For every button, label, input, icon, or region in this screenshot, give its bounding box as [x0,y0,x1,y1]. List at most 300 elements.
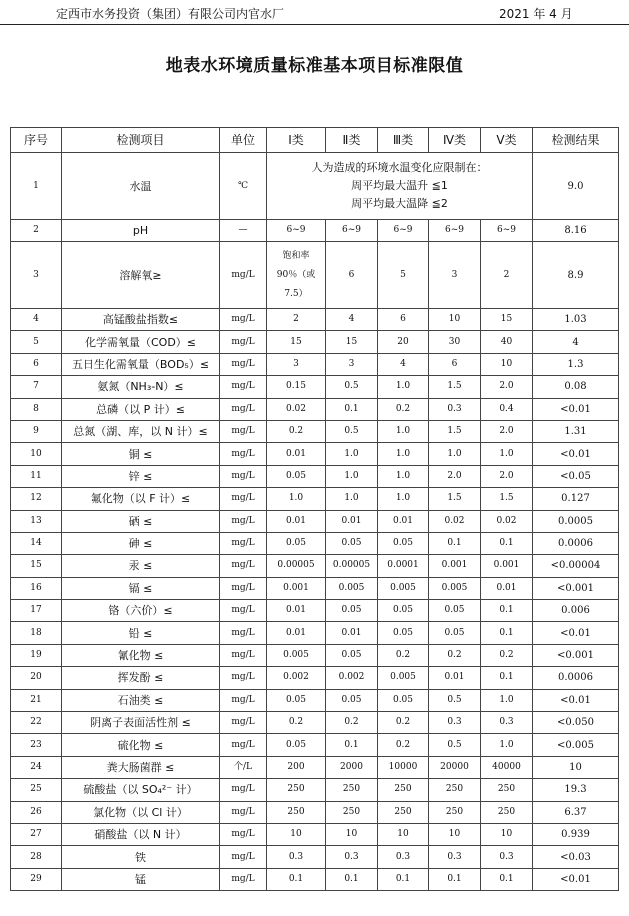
table-row [11,443,619,465]
test-item: 阴离子表面活性剂 ≤ [62,712,220,734]
test-result: <0.001 [533,577,619,599]
class-iii-limit: 0.05 [378,689,429,711]
row-number: 21 [11,689,62,711]
class-ii-limit: 0.01 [326,510,378,532]
row-number: 4 [11,309,62,331]
class-v-limit: 2 [481,242,533,309]
row-number: 14 [11,532,62,554]
class-iv-limit: 1.5 [429,376,481,398]
test-result: 10 [533,756,619,778]
test-item: 氰化物 ≤ [62,644,220,666]
table-row [11,510,619,532]
class-i-limit: 0.05 [267,532,326,554]
unit: mg/L [220,465,267,487]
class-ii-limit: 250 [326,801,378,823]
class-iv-limit: 30 [429,331,481,353]
class-iv-limit: 0.2 [429,644,481,666]
class-iii-limit: 250 [378,801,429,823]
class-ii-limit: 0.05 [326,644,378,666]
test-result: <0.00004 [533,555,619,577]
class-ii-limit: 0.05 [326,689,378,711]
unit: mg/L [220,353,267,375]
unit: mg/L [220,801,267,823]
test-item: 铬（六价）≤ [62,600,220,622]
class-v-limit: 0.1 [481,868,533,890]
class-v-limit: 40000 [481,756,533,778]
test-item: 硝酸盐（以 N 计） [62,823,220,845]
class-iii-limit: 1.0 [378,420,429,442]
unit: mg/L [220,577,267,599]
class-iii-limit: 6~9 [378,220,429,242]
test-item: 总氮（湖、库，以 N 计）≤ [62,420,220,442]
row-number: 2 [11,220,62,242]
class-iv-limit: 6 [429,353,481,375]
row-number: 29 [11,868,62,890]
class-ii-limit: 0.1 [326,734,378,756]
test-result: 0.08 [533,376,619,398]
class-i-limit: 0.002 [267,667,326,689]
class-iv-limit: 1.0 [429,443,481,465]
row-number: 26 [11,801,62,823]
row-number: 7 [11,376,62,398]
class-iv-limit: 0.3 [429,398,481,420]
table-row [11,667,619,689]
class-v-limit: 2.0 [481,465,533,487]
table-row [11,801,619,823]
unit: mg/L [220,600,267,622]
company-name: 定西市水务投资（集团）有限公司内官水厂 [56,7,285,21]
row-number: 22 [11,712,62,734]
class-iii-limit: 0.1 [378,868,429,890]
class-i-limit: 0.01 [267,622,326,644]
class-iii-limit: 250 [378,779,429,801]
table-row [11,220,619,242]
class-iv-limit: 250 [429,801,481,823]
table-row [11,331,619,353]
test-item: 砷 ≤ [62,532,220,554]
class-iii-limit: 10000 [378,756,429,778]
class-v-limit: 6~9 [481,220,533,242]
class-iii-limit: 20 [378,331,429,353]
class-v-limit: 0.4 [481,398,533,420]
class-v-limit: 10 [481,823,533,845]
test-item: 铜 ≤ [62,443,220,465]
test-item: 水温 [62,153,220,220]
class-iv-limit: 0.5 [429,734,481,756]
class-v-limit: 0.02 [481,510,533,532]
row-number: 24 [11,756,62,778]
test-result: 8.9 [533,242,619,309]
row-number: 8 [11,398,62,420]
class-v-limit: 1.5 [481,488,533,510]
class-iii-limit: 0.0001 [378,555,429,577]
unit: mg/L [220,823,267,845]
class-ii-limit: 3 [326,353,378,375]
test-result: 4 [533,331,619,353]
test-item: 粪大肠菌群 ≤ [62,756,220,778]
class-i-limit: 0.005 [267,644,326,666]
row-number: 10 [11,443,62,465]
class-i-limit: 6~9 [267,220,326,242]
class-ii-limit: 1.0 [326,443,378,465]
class-iii-limit: 10 [378,823,429,845]
class-iv-limit: 250 [429,779,481,801]
class-v-limit: 0.01 [481,577,533,599]
row-number: 15 [11,555,62,577]
test-result: <0.050 [533,712,619,734]
class-i-limit: 0.01 [267,443,326,465]
unit: mg/L [220,689,267,711]
test-item: 锌 ≤ [62,465,220,487]
class-ii-limit: 6~9 [326,220,378,242]
class-v-limit: 0.3 [481,712,533,734]
test-item: 锰 [62,868,220,890]
note-line: 周平均最大温降 ≦2 [351,197,448,210]
class-iv-limit: 0.02 [429,510,481,532]
class-iv-limit: 0.05 [429,600,481,622]
class-iv-limit: 1.5 [429,488,481,510]
class-ii-limit: 0.01 [326,622,378,644]
class-i-limit: 0.2 [267,712,326,734]
class-ii-limit: 4 [326,309,378,331]
column-header: 检测项目 [62,128,220,153]
test-item: 铅 ≤ [62,622,220,644]
test-item: 汞 ≤ [62,555,220,577]
class-i-limit: 200 [267,756,326,778]
column-header: Ⅱ类 [326,128,378,153]
test-result: <0.01 [533,868,619,890]
class-i-limit: 0.001 [267,577,326,599]
unit: — [220,220,267,242]
test-result: 0.0006 [533,532,619,554]
class-iii-limit: 1.0 [378,376,429,398]
class-iii-limit: 1.0 [378,465,429,487]
class-iv-limit: 6~9 [429,220,481,242]
class-v-limit: 15 [481,309,533,331]
test-item: 氟化物（以 F 计）≤ [62,488,220,510]
table-row [11,420,619,442]
test-result: 1.3 [533,353,619,375]
unit: mg/L [220,667,267,689]
unit: mg/L [220,331,267,353]
table-row [11,622,619,644]
row-number: 18 [11,622,62,644]
class-i-limit: 0.3 [267,846,326,868]
class-iv-limit: 1.5 [429,420,481,442]
test-result: <0.05 [533,465,619,487]
table-row [11,555,619,577]
class-i-limit: 0.2 [267,420,326,442]
row-number: 9 [11,420,62,442]
test-result: 19.3 [533,779,619,801]
class-iii-limit: 0.2 [378,644,429,666]
class-ii-limit: 0.00005 [326,555,378,577]
unit: mg/L [220,443,267,465]
class-i-limit [267,242,326,309]
test-item: 高锰酸盐指数≤ [62,309,220,331]
class-iii-limit: 0.2 [378,398,429,420]
table-row [11,309,619,331]
class-iii-limit: 0.05 [378,600,429,622]
class-iv-limit: 20000 [429,756,481,778]
note-line: 周平均最大温升 ≦1 [351,179,448,192]
unit: mg/L [220,376,267,398]
class-v-limit: 2.0 [481,420,533,442]
class-iv-limit: 3 [429,242,481,309]
row-number: 25 [11,779,62,801]
row-number: 28 [11,846,62,868]
class-iii-limit: 0.05 [378,532,429,554]
table-row [11,465,619,487]
test-result: 0.0005 [533,510,619,532]
class-v-limit: 1.0 [481,689,533,711]
class-iii-limit: 0.2 [378,734,429,756]
unit: 个/L [220,756,267,778]
class-ii-limit: 0.2 [326,712,378,734]
class-iii-limit: 1.0 [378,488,429,510]
class-v-limit: 10 [481,353,533,375]
test-result: 0.0006 [533,667,619,689]
class-v-limit: 0.1 [481,600,533,622]
test-item: 化学需氧量（COD）≤ [62,331,220,353]
class-iii-limit: 0.005 [378,667,429,689]
table-header-row [11,128,619,153]
class-v-limit: 2.0 [481,376,533,398]
table-row [11,376,619,398]
class-i-limit: 0.05 [267,689,326,711]
table-row [11,734,619,756]
unit: mg/L [220,309,267,331]
note-line: 人为造成的环境水温变化应限制在： [311,161,488,174]
temperature-limit-note [267,153,533,220]
class-iv-limit: 0.3 [429,712,481,734]
class-i-limit: 0.05 [267,465,326,487]
test-item: 挥发酚 ≤ [62,667,220,689]
class-v-limit: 0.3 [481,846,533,868]
cell-line: 90％（或 [276,269,316,280]
standards-table [10,127,619,891]
test-result: <0.001 [533,644,619,666]
class-iv-limit: 0.1 [429,868,481,890]
test-result: 0.006 [533,600,619,622]
unit: mg/L [220,398,267,420]
table-row [11,488,619,510]
row-number: 19 [11,644,62,666]
class-i-limit: 3 [267,353,326,375]
test-item: pH [62,220,220,242]
test-result: <0.01 [533,443,619,465]
class-ii-limit: 0.3 [326,846,378,868]
document-title: 地表水环境质量标准基本项目标准限值 [165,56,464,76]
table-row [11,756,619,778]
class-i-limit: 2 [267,309,326,331]
test-item: 铁 [62,846,220,868]
class-v-limit: 1.0 [481,734,533,756]
test-item: 镉 ≤ [62,577,220,599]
class-ii-limit: 10 [326,823,378,845]
class-i-limit: 1.0 [267,488,326,510]
test-result: 8.16 [533,220,619,242]
class-v-limit: 0.1 [481,622,533,644]
class-ii-limit: 0.005 [326,577,378,599]
table-row [11,712,619,734]
row-number: 27 [11,823,62,845]
class-ii-limit: 0.5 [326,420,378,442]
table-row [11,242,619,309]
class-iv-limit: 2.0 [429,465,481,487]
class-iii-limit: 0.3 [378,846,429,868]
cell-line: 7.5） [284,288,308,299]
unit: mg/L [220,712,267,734]
table-row [11,779,619,801]
class-i-limit: 250 [267,801,326,823]
class-ii-limit: 0.1 [326,398,378,420]
unit: ℃ [220,153,267,220]
column-header: Ⅴ类 [481,128,533,153]
table-row [11,600,619,622]
class-ii-limit: 0.002 [326,667,378,689]
test-item: 硒 ≤ [62,510,220,532]
test-item: 氯化物（以 Cl 计） [62,801,220,823]
class-i-limit: 0.01 [267,600,326,622]
unit: mg/L [220,734,267,756]
table-row [11,398,619,420]
column-header: 检测结果 [533,128,619,153]
class-ii-limit: 15 [326,331,378,353]
table-row [11,353,619,375]
table-row [11,689,619,711]
unit: mg/L [220,779,267,801]
report-date: 2021 年 4 月 [499,7,573,21]
test-result: 6.37 [533,801,619,823]
row-number: 12 [11,488,62,510]
class-ii-limit: 250 [326,779,378,801]
test-result: <0.01 [533,398,619,420]
class-iv-limit: 0.5 [429,689,481,711]
cell-line: 饱和率 [282,250,310,261]
class-i-limit: 0.1 [267,868,326,890]
column-header: Ⅲ类 [378,128,429,153]
class-iv-limit: 0.05 [429,622,481,644]
test-item: 硫酸盐（以 SO₄²⁻ 计） [62,779,220,801]
class-ii-limit: 1.0 [326,488,378,510]
class-v-limit: 250 [481,779,533,801]
table-row [11,823,619,845]
class-i-limit: 250 [267,779,326,801]
class-iii-limit: 1.0 [378,443,429,465]
class-i-limit: 0.05 [267,734,326,756]
column-header: Ⅰ类 [267,128,326,153]
column-header: 单位 [220,128,267,153]
class-v-limit: 250 [481,801,533,823]
document-header [0,0,629,25]
class-v-limit: 40 [481,331,533,353]
unit: mg/L [220,868,267,890]
unit: mg/L [220,846,267,868]
class-ii-limit: 1.0 [326,465,378,487]
test-result: 1.31 [533,420,619,442]
class-i-limit: 0.02 [267,398,326,420]
row-number: 13 [11,510,62,532]
class-i-limit: 0.00005 [267,555,326,577]
test-item: 溶解氧≥ [62,242,220,309]
class-iv-limit: 10 [429,823,481,845]
row-number: 1 [11,153,62,220]
row-number: 6 [11,353,62,375]
class-ii-limit: 2000 [326,756,378,778]
test-result: 0.939 [533,823,619,845]
row-number: 3 [11,242,62,309]
table-row [11,577,619,599]
test-item: 五日生化需氧量（BOD₅）≤ [62,353,220,375]
test-result: <0.01 [533,622,619,644]
unit: mg/L [220,242,267,309]
class-ii-limit: 0.5 [326,376,378,398]
class-ii-limit: 0.1 [326,868,378,890]
test-result: <0.03 [533,846,619,868]
unit: mg/L [220,510,267,532]
class-iii-limit: 0.2 [378,712,429,734]
row-number: 5 [11,331,62,353]
class-iv-limit: 0.01 [429,667,481,689]
unit: mg/L [220,532,267,554]
row-number: 20 [11,667,62,689]
class-iv-limit: 0.1 [429,532,481,554]
class-iv-limit: 0.3 [429,846,481,868]
unit: mg/L [220,488,267,510]
unit: mg/L [220,555,267,577]
column-header: 序号 [11,128,62,153]
class-iv-limit: 0.005 [429,577,481,599]
class-i-limit: 0.15 [267,376,326,398]
class-v-limit: 0.001 [481,555,533,577]
unit: mg/L [220,644,267,666]
test-item: 石油类 ≤ [62,689,220,711]
class-i-limit: 10 [267,823,326,845]
test-result: 0.127 [533,488,619,510]
class-ii-limit: 0.05 [326,600,378,622]
class-i-limit: 0.01 [267,510,326,532]
class-iii-limit: 0.05 [378,622,429,644]
table-row [11,532,619,554]
table-row [11,644,619,666]
class-v-limit: 0.1 [481,667,533,689]
row-number: 11 [11,465,62,487]
class-ii-limit: 6 [326,242,378,309]
class-v-limit: 0.2 [481,644,533,666]
table-row [11,868,619,890]
class-iv-limit: 10 [429,309,481,331]
table-row [11,153,619,220]
test-item: 氨氮（NH₃-N）≤ [62,376,220,398]
class-iii-limit: 0.005 [378,577,429,599]
unit: mg/L [220,420,267,442]
test-result: <0.01 [533,689,619,711]
class-v-limit: 0.1 [481,532,533,554]
table-row [11,846,619,868]
test-result: 9.0 [533,153,619,220]
class-iii-limit: 5 [378,242,429,309]
class-v-limit: 1.0 [481,443,533,465]
class-iii-limit: 0.01 [378,510,429,532]
test-result: 1.03 [533,309,619,331]
class-ii-limit: 0.05 [326,532,378,554]
row-number: 16 [11,577,62,599]
class-iv-limit: 0.001 [429,555,481,577]
class-iii-limit: 4 [378,353,429,375]
class-i-limit: 15 [267,331,326,353]
test-result: <0.005 [533,734,619,756]
